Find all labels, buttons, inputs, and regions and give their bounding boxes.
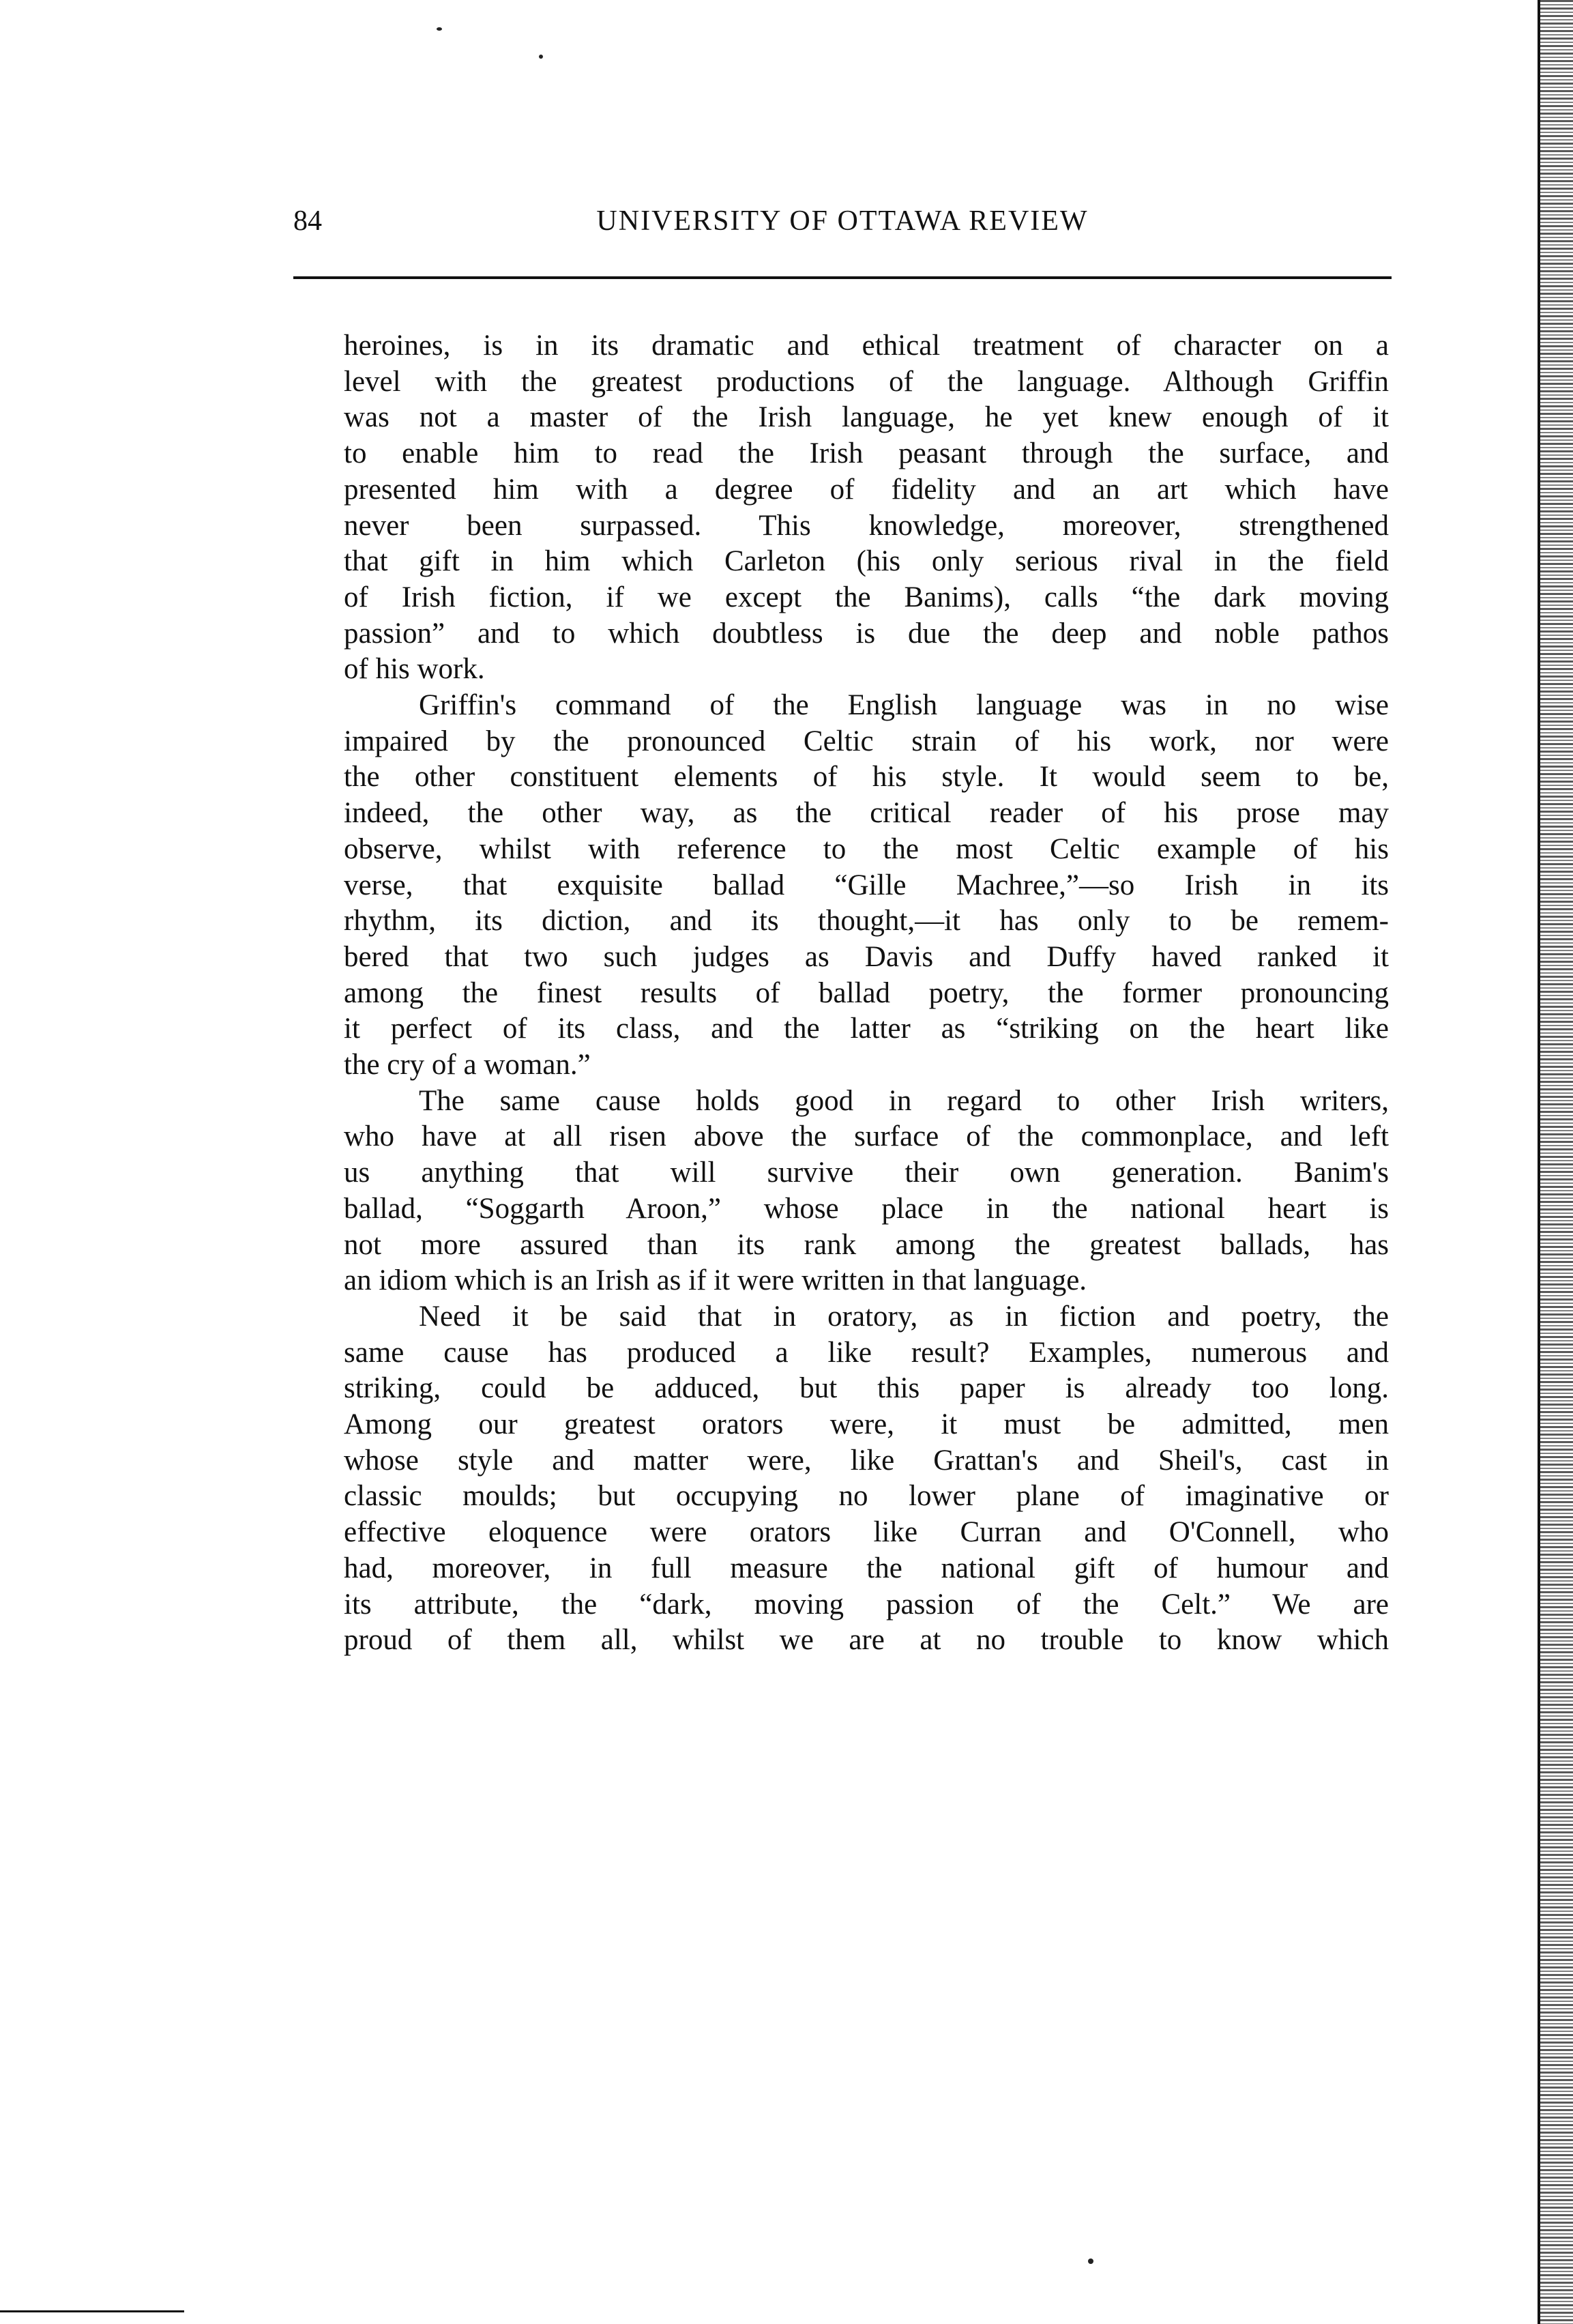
text-line [344, 399, 1389, 436]
text-line-content: the other constituent elements of his style. It would seem to be, [344, 761, 1389, 794]
text-line [344, 867, 1389, 904]
text-line [344, 471, 1389, 508]
text-line-content: verse, that exquisite ballad “Gille Machree,”—so Irish in its [344, 869, 1389, 901]
text-line-content: its attribute, the “dark, moving passion of the Celt.” We are [344, 1588, 1389, 1621]
text-line [344, 651, 1389, 688]
text-line-content: never been surpassed. This knowledge, moreover, strengthened [344, 509, 1389, 542]
text-line-content: rhythm, its diction, and its thought,—it has only to be remem- [344, 905, 1389, 938]
text-line [344, 1191, 1389, 1228]
text-line-content: level with the greatest productions of the language. Although Griffin [344, 365, 1389, 398]
text-line [344, 543, 1389, 580]
text-line-content: passion” and to which doubtless is due the deep and noble pathos [344, 617, 1389, 650]
scan-edge-artifact [1540, 0, 1573, 2324]
text-line-content: The same cause holds good in regard to other Irish writers, [419, 1084, 1389, 1117]
text-line-content: Among our greatest orators were, it must be admitted, men [344, 1408, 1389, 1440]
text-line [344, 508, 1389, 544]
text-line [344, 1227, 1389, 1264]
text-line [344, 1622, 1389, 1659]
text-line [344, 975, 1389, 1012]
text-line-content: of his work. [344, 653, 485, 686]
text-line [344, 831, 1389, 868]
text-line-content: was not a master of the Irish language, he yet knew enough of it [344, 401, 1389, 434]
text-line [344, 1370, 1389, 1407]
text-line-content: Need it be said that in oratory, as in fiction and poetry, the [419, 1300, 1389, 1333]
text-line-content: to enable him to read the Irish peasant through the surface, and [344, 437, 1389, 470]
header-rule [293, 276, 1392, 279]
text-line [344, 1514, 1389, 1551]
text-line-content: among the finest results of ballad poetry, the former pronouncing [344, 976, 1389, 1009]
text-line-content: bered that two such judges as Davis and Duffy haved ranked it [344, 940, 1389, 973]
footer-rule [0, 2310, 184, 2312]
text-line-content: had, moreover, in full measure the national gift of humour and [344, 1552, 1389, 1584]
text-line-content: whose style and matter were, like Grattan's and Sheil's, cast in [344, 1444, 1389, 1477]
text-line-content: of Irish fiction, if we except the Banims), calls “the dark moving [344, 581, 1389, 613]
text-line [344, 1262, 1389, 1299]
scan-speck [1088, 2258, 1093, 2264]
text-line [344, 759, 1389, 796]
text-line-content: striking, could be adduced, but this paper is already too long. [344, 1372, 1389, 1405]
text-line-content: ballad, “Soggarth Aroon,” whose place in the national heart is [344, 1192, 1389, 1225]
text-line [344, 723, 1389, 760]
text-line-content: effective eloquence were orators like Curran and O'Connell, who [344, 1516, 1389, 1549]
text-line-content: classic moulds; but occupying no lower plane of imaginative or [344, 1480, 1389, 1513]
text-line-content: Griffin's command of the English language was in no wise [419, 689, 1389, 721]
scan-speck [539, 55, 543, 59]
text-line [344, 1550, 1389, 1587]
text-line-content: impaired by the pronounced Celtic strain of his work, nor were [344, 725, 1389, 757]
text-line [344, 903, 1389, 940]
scan-speck [437, 27, 442, 31]
text-line-content: same cause has produced a like result? Examples, numerous and [344, 1336, 1389, 1369]
text-line-content: that gift in him which Carleton (his only serious rival in the field [344, 545, 1389, 578]
text-line-content: it perfect of its class, and the latter as “striking on the heart like [344, 1013, 1389, 1045]
text-line [344, 615, 1389, 652]
text-line-content: not more assured than its rank among the greatest ballads, has [344, 1228, 1389, 1261]
text-line [344, 1118, 1389, 1155]
text-line [344, 1335, 1389, 1371]
text-line [344, 328, 1389, 364]
page-number: 84 [293, 205, 322, 237]
text-line-content: us anything that will survive their own generation. Banim's [344, 1157, 1389, 1189]
text-line-content: an idiom which is an Irish as if it were written in that language. [344, 1264, 1087, 1297]
text-line [344, 1478, 1389, 1515]
text-line-content: the cry of a woman.” [344, 1049, 591, 1081]
text-line-content: proud of them all, whilst we are at no trouble to know which [344, 1624, 1389, 1657]
text-line-content: observe, whilst with reference to the most Celtic example of his [344, 832, 1389, 865]
text-line [344, 795, 1389, 832]
text-line [344, 435, 1389, 472]
running-header [293, 205, 1392, 252]
text-line [344, 1011, 1389, 1047]
text-line-content: heroines, is in its dramatic and ethical treatment of character on a [344, 330, 1389, 362]
text-line-content: who have at all risen above the surface of the commonplace, and left [344, 1120, 1389, 1153]
text-line [344, 1442, 1389, 1479]
text-line [344, 1047, 1389, 1084]
text-line-content: presented him with a degree of fidelity and an art which have [344, 473, 1389, 506]
text-line [344, 1298, 1389, 1335]
text-line [344, 939, 1389, 976]
text-line [344, 687, 1389, 724]
text-line [344, 1154, 1389, 1191]
text-line [344, 1083, 1389, 1120]
text-line-content: indeed, the other way, as the critical reader of his prose may [344, 797, 1389, 830]
text-line [344, 364, 1389, 401]
text-line [344, 579, 1389, 616]
running-head-title: UNIVERSITY OF OTTAWA REVIEW [596, 205, 1089, 237]
text-line [344, 1406, 1389, 1443]
text-line [344, 1586, 1389, 1623]
